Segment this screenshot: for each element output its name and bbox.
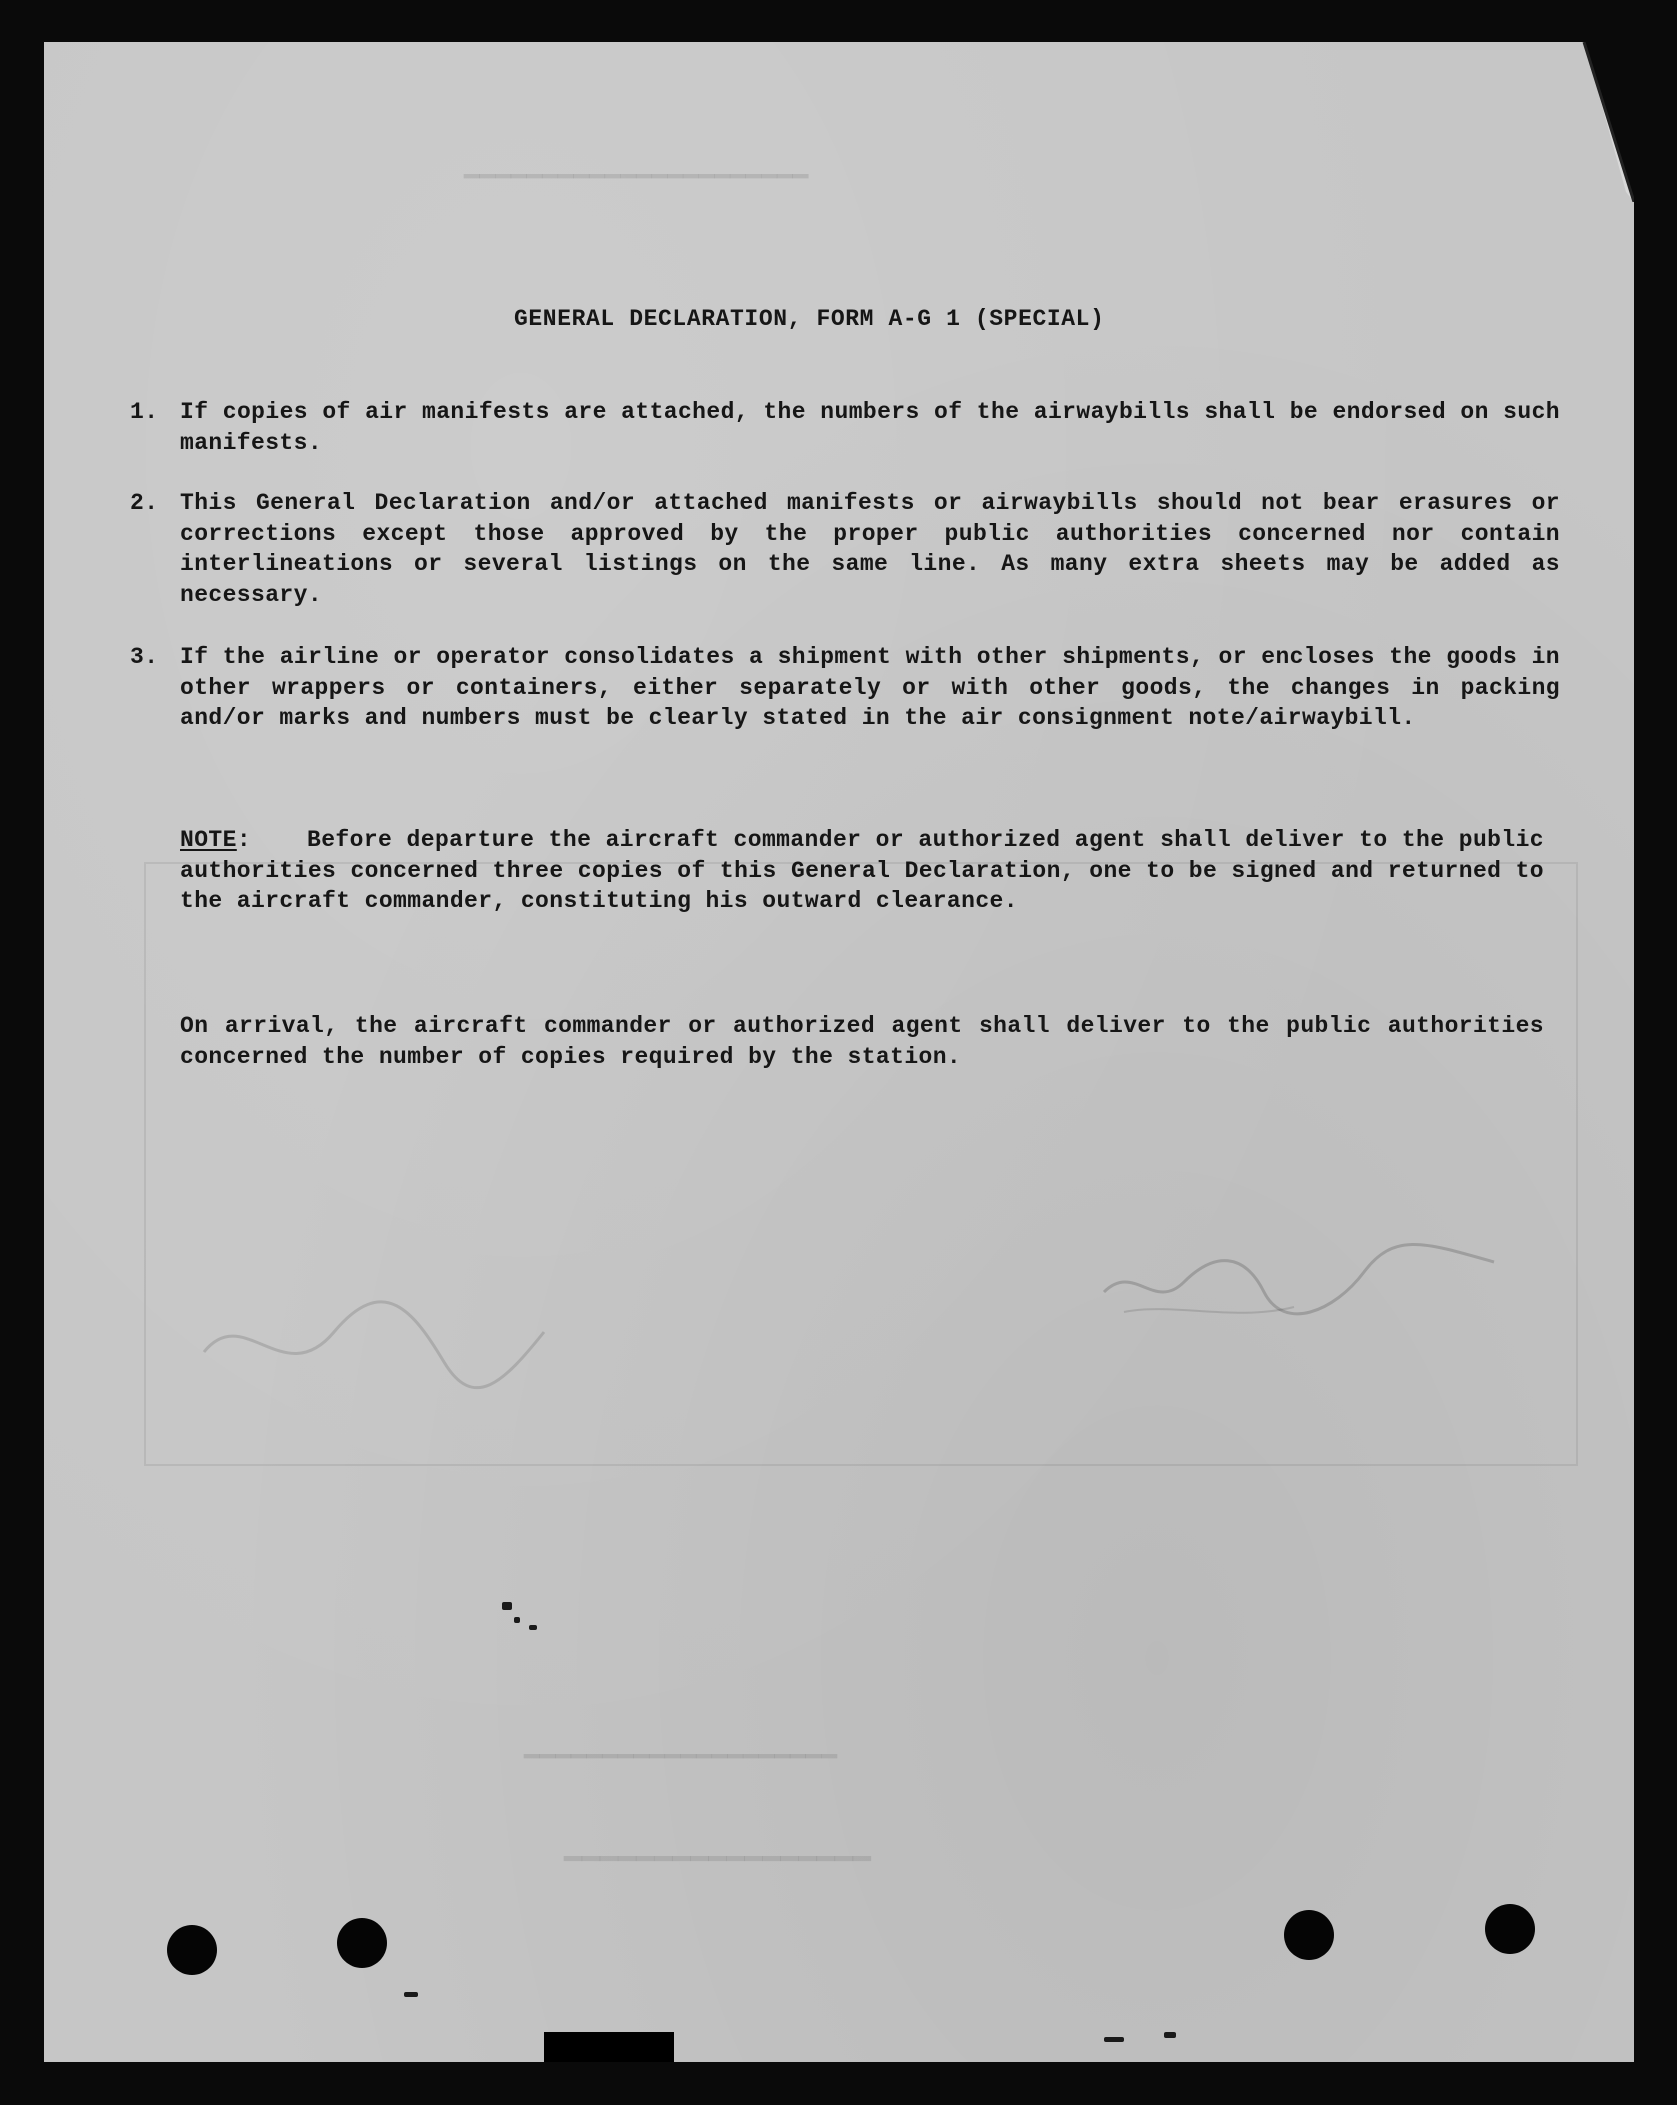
item-text: This General Declaration and/or attached manifests or airwaybills should not bear erasures or corrections except those approved by the proper public authorities concerned nor contain interlineations or several listings on the same line. As many extra sheets may be added as necessary. [180,490,1560,608]
ink-speck [1164,2032,1176,2038]
scan-edge-artifact [544,2032,674,2062]
ink-speck [514,1617,520,1623]
bleed-through-signature [1094,1222,1514,1342]
folded-corner [1574,42,1634,202]
ink-speck [502,1602,512,1610]
bleed-through-text: ━━━━━━━━━━━━━━━━━━━━━━ [464,163,809,193]
note-text: Before departure the aircraft commander or authorized agent shall deliver to the public authorities concerned three copies of this General Declaration, one to be signed and returned to the aircraft commander, constituting his outward clearance. [180,827,1544,914]
item-text: If the airline or operator consolidates a shipment with other shipments, or encloses the goods in other wrappers or containers, either separately or with other goods, the changes in packing and/or marks and numbers must be clearly stated in the air consignment note/airwaybill. [180,644,1560,731]
punch-hole [167,1925,217,1975]
note-paragraph [180,825,1544,917]
punch-hole [1284,1910,1334,1960]
bleed-through-signature [184,1272,564,1412]
punch-hole [1485,1904,1535,1954]
punch-hole [337,1918,387,1968]
item-number: 1. [130,399,159,425]
bleed-through-text: ━━━━━━━━━━━━━━━━━ [564,1845,872,1879]
document-page [44,42,1634,2062]
bleed-through-text: ━━━━━━━━━━━━━━━━━━━━ [524,1743,838,1773]
item-text: If copies of air manifests are attached, the numbers of the airwaybills shall be endorsed on such manifests. [180,399,1560,456]
ink-speck [1104,2037,1124,2042]
ink-speck [529,1625,537,1630]
note-colon: : [236,827,252,853]
form-title: GENERAL DECLARATION, FORM A-G 1 (SPECIAL) [514,306,1105,332]
note-label: NOTE [180,827,237,853]
ink-speck [404,1992,418,1997]
item-number: 3. [130,644,159,670]
arrival-paragraph: On arrival, the aircraft commander or authorized agent shall deliver to the public authorities concerned the number of copies required by the station. [180,1013,1544,1070]
item-number: 2. [130,490,159,516]
